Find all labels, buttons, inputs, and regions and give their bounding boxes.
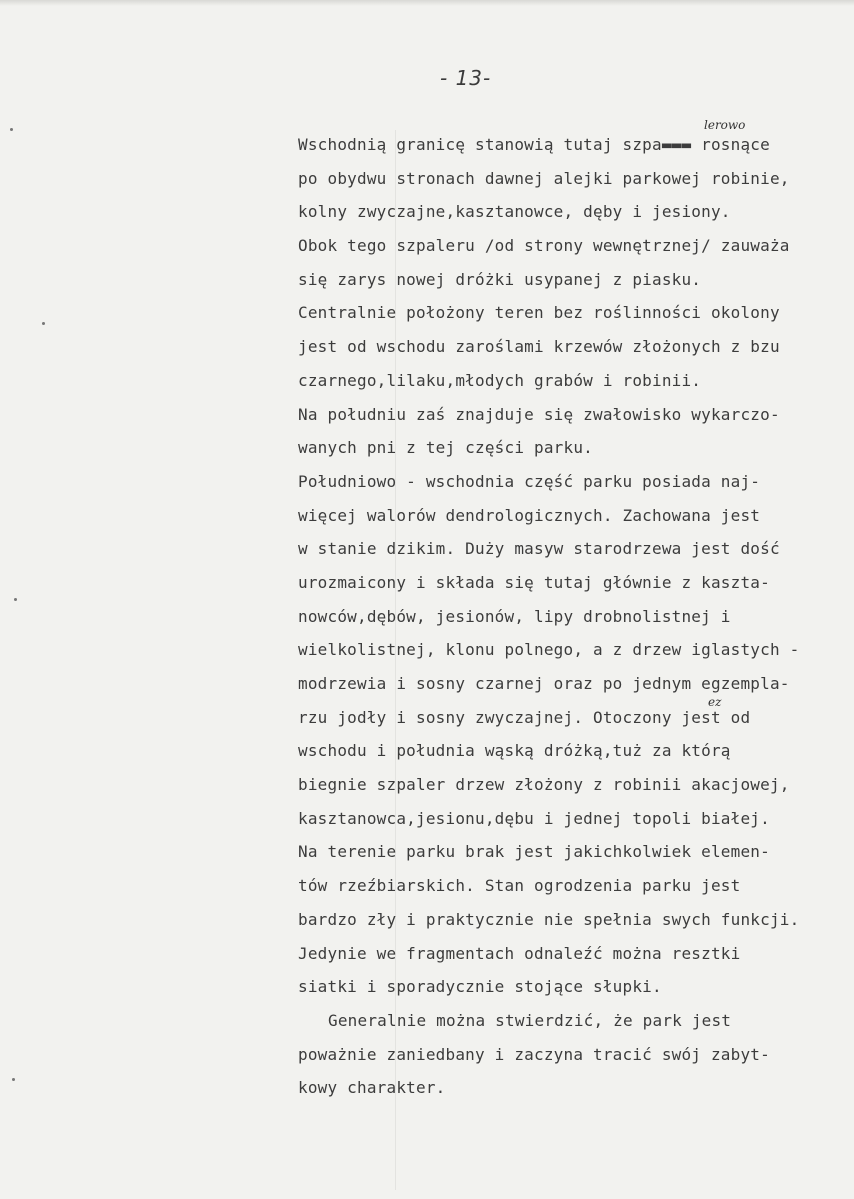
text-line: wschodu i południa wąską dróżką,tuż za którą xyxy=(298,741,731,761)
text-line: modrzewia i sosny czarnej oraz po jednym egzempla- xyxy=(298,674,790,693)
text-line: w stanie dzikim. Duży masyw starodrzewa jest dość xyxy=(298,539,780,559)
text-line: kowy charakter. xyxy=(298,1078,446,1098)
text-line: Obok tego szpaleru /od strony wewnętrznej/ zauważa xyxy=(298,236,790,256)
text-line: więcej walorów dendrologicznych. Zachowana jest xyxy=(298,505,761,525)
typed-text-body xyxy=(298,128,838,1105)
text-line: urozmaicony i składa się tutaj głównie z kaszta- xyxy=(298,572,770,592)
text-line: poważnie zaniedbany i zaczyna tracić swój zabyt- xyxy=(298,1044,770,1064)
handwritten-correction: ez xyxy=(708,695,722,709)
text-line: wielkolistnej, klonu polnego, a z drzew iglastych - xyxy=(298,640,800,660)
text-line: jest od wschodu zaroślami krzewów złożonych z bzu xyxy=(298,337,780,357)
text-line: nowców,dębów, jesionów, lipy drobnolistnej i xyxy=(298,606,731,626)
text-line: Na południu zaś znajduje się zwałowisko wykarczo- xyxy=(298,404,780,424)
text-line: wanych pni z tej części parku. xyxy=(298,438,593,458)
text-line: Wschodnią granicę stanowią tutaj szpa▬▬▬ rosnące xyxy=(298,135,770,154)
text-line: bardzo zły i praktycznie nie spełnia swych funkcji. xyxy=(298,909,800,929)
text-line: kasztanowca,jesionu,dębu i jednej topoli białej. xyxy=(298,808,770,828)
text-line: Jedynie we fragmentach odnaleźć można resztki xyxy=(298,943,741,963)
paper-speck xyxy=(12,1078,15,1081)
text-line: tów rzeźbiarskich. Stan ogrodzenia parku jest xyxy=(298,876,741,896)
text-line: rzu jodły i sosny zwyczajnej. Otoczony jest od xyxy=(298,707,751,727)
text-line: biegnie szpaler drzew złożony z robinii akacjowej, xyxy=(298,775,790,795)
text-line: po obydwu stronach dawnej alejki parkowej robinie, xyxy=(298,168,790,188)
text-line: czarnego,lilaku,młodych grabów i robinii. xyxy=(298,370,702,390)
page-number: - 13- xyxy=(440,66,492,90)
handwritten-correction: lerowo xyxy=(704,118,746,132)
page-top-edge xyxy=(0,0,854,6)
text-line: siatki i sporadycznie stojące słupki. xyxy=(298,977,662,997)
paper-speck xyxy=(10,128,13,131)
text-line: Południowo - wschodnia część parku posiada naj- xyxy=(298,471,761,491)
paper-speck xyxy=(14,598,17,601)
text-line: się zarys nowej dróżki usypanej z piasku. xyxy=(298,269,702,289)
text-line: Generalnie można stwierdzić, że park jest xyxy=(328,1010,732,1030)
paper-speck xyxy=(42,322,45,325)
text-line: kolny zwyczajne,kasztanowce, dęby i jesiony. xyxy=(298,202,731,222)
text-line: Centralnie położony teren bez roślinności okolony xyxy=(298,303,780,323)
text-line: Na terenie parku brak jest jakichkolwiek elemen- xyxy=(298,842,770,862)
